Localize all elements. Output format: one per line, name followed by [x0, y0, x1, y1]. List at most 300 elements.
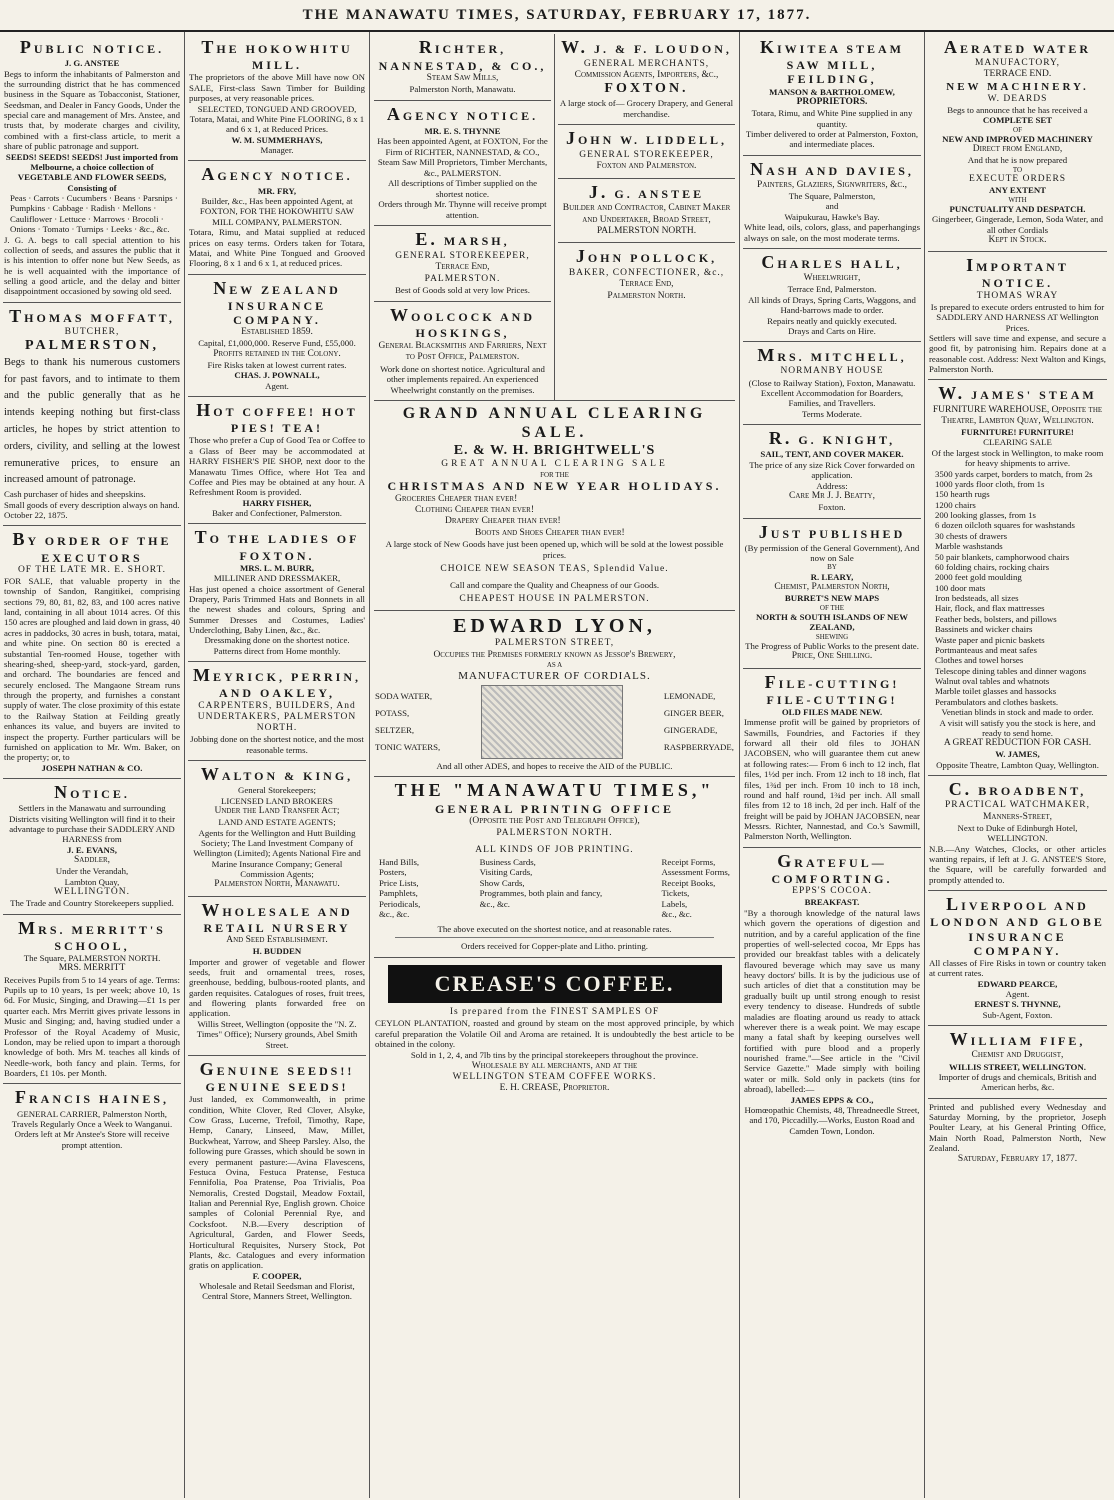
- ad-body: Just landed, ex Commonwealth, in prime condition, White Clover, Red Clover, Alsyke, Cow Grass, Lucerne, Trefoil, Timothy, Rape, Hemp, Canary, Linseed, Maw, Millet, Buckwheat, Yarrow, and Sheep Parsley. Also, the following pure Grasses, which should be sown in every permanent pasture:—Avina Flavescens, Festuca Ovina, Festuca Pratense, Festuca Fennifolia, Poa Pratense, Poa Trivialis, Poa Nemoralis, Crested Dogstail, Meadow Foxtail, Italian and Perennial Rye, English grown. Choice samples of Colonial Perennial Rye, and Cocksfoot. N.B.—Every description of Agricultural, Garden, and Flower Seeds, Horticultural Requisites, Nursery Stock, Pot Plants, &c. Catalogues and every information gratis on application.: [189, 1094, 365, 1271]
- job-item: Hand Bills,: [379, 856, 420, 867]
- ad-heading: GENUINE SEEDS!! GENUINE SEEDS!: [199, 1058, 355, 1095]
- ad-body: The Progress of Public Works to the present date.: [745, 640, 919, 651]
- ad-capital: Capital, £1,000,000. Reserve Fund, £55,000.: [198, 338, 356, 349]
- ad-works: WELLINGTON STEAM COFFEE WORKS.: [452, 1071, 657, 1082]
- ad-sub: PALMERSTON STREET,: [494, 638, 615, 649]
- ad-body: CEYLON PLANTATION, roasted and ground by steam on the most approved principle, by which careful preparation the Volatile Oil and Aroma are retained. It is undoubtedly the best article to be obtained in the colony.: [375, 1018, 734, 1050]
- ad-crease-coffee: [374, 958, 735, 1100]
- furniture-item: Hair, flock, and flax mattresses: [935, 603, 1045, 614]
- ad-broadbent: [928, 776, 1107, 891]
- ad-heading: WOOLCOCK AND HOSKINGS,: [389, 304, 535, 341]
- ad-line: Drays and Carts on Hire.: [788, 325, 876, 336]
- ad-heading: EDWARD LYON,: [453, 615, 656, 638]
- job-item: Assessment Forms,: [661, 867, 730, 878]
- ad-body: The proprietors of the above Mill have now ON SALE, First-class Sawn Timber for Building purposes, at very reasonable prices.: [189, 72, 365, 104]
- ad-sub: SAIL, TENT, AND COVER MAKER.: [760, 449, 904, 460]
- ad-name: E. & W. H. BRIGHTWELL'S: [453, 442, 656, 458]
- ad-heading: THE HOKOWHITU MILL.: [201, 37, 353, 73]
- ad-body: All kinds of Drays, Spring Carts, Waggons, and Hand-barrows made to order.: [748, 294, 916, 316]
- job-item: Business Cards,: [479, 856, 536, 867]
- ad-line: Drapery Cheaper than ever!: [445, 516, 561, 527]
- job-item: &c., &c.: [479, 898, 510, 909]
- ad-role: Agent.: [265, 380, 289, 391]
- ad-file-cutting: [743, 669, 921, 848]
- ad-sub: Builder and Contractor, Cabinet Maker and Undertaker, Broad Street, PALMERSTON NORTH.: [562, 203, 731, 237]
- ad-heading: J. G. ANSTEE: [588, 181, 705, 202]
- ad-sub: SELECTED, TONGUED AND GROOVED, Totara, Matai, and White Pine FLOORING, 8 x 1 and 6 x 1, at Reduced Prices.: [189, 103, 365, 135]
- furniture-item: 3500 yards carpet, borders to match, from 2s: [935, 468, 1093, 479]
- ad-role: Baker and Confectioner, Palmerston.: [212, 508, 342, 519]
- cordials-right: [664, 688, 734, 755]
- ad-body: Of the largest stock in Wellington, to make room for heavy shipments to arrive.: [931, 447, 1104, 469]
- ad-line: (Close to Railway Station), Foxton, Manawatu.: [748, 377, 916, 388]
- ad-heading: LIVERPOOL AND LONDON AND GLOBE INSURANCE COMPANY.: [930, 894, 1105, 958]
- ad-end: The Trade and Country Storekeepers supplied.: [10, 898, 174, 909]
- ad-body: A large stock of— Grocery Drapery, and General merchandise.: [559, 98, 734, 119]
- ad-line: Foxton.: [818, 502, 846, 513]
- ad-charles-hall: [743, 249, 921, 342]
- ad-sub: GENERAL STOREKEEPER,: [395, 251, 530, 262]
- ad-end: Willis Street, Wellington (opposite the "N. Z. Times" Office); Nursery grounds, Abel Smith Street.: [196, 1018, 358, 1050]
- ad-line: Terrace End,: [435, 262, 490, 273]
- ad-heading: W. J. & F. LOUDON,: [561, 37, 732, 57]
- ad-end: Orders left at Mr Anstee's Store will receive prompt attention.: [14, 1129, 170, 1150]
- ad-body: The price of any size Rick Cover forwarded on application.: [749, 459, 915, 481]
- ad-town: PALMERSTON,: [25, 338, 159, 354]
- furniture-item: Walnut oval tables and whatnots: [935, 676, 1050, 687]
- job-item: Programmes, both plain and fancy,: [479, 888, 603, 899]
- ad-sub: MILLINER AND DRESSMAKER,: [213, 573, 341, 584]
- job-item: Receipt Books,: [661, 877, 716, 888]
- ad-heading: FILE-CUTTING! FILE-CUTTING!: [764, 671, 900, 707]
- cordial-item: GINGERADE,: [663, 724, 718, 735]
- ad-prepared: Is prepared from the FINEST SAMPLES OF: [449, 1006, 660, 1017]
- ad-body: Importer and grower of vegetable and flower seeds, fruit and ornamental trees, roses, greenhouse, bedding, bulbous-rooted plants, and garden requisites. Catalogues of roses, fruit trees, and flowering plants forwarded free on application.: [189, 956, 365, 1019]
- ad-sub: Wheelwright,: [803, 273, 861, 284]
- ad-heading: RICHTER, NANNESTAD, & CO.,: [378, 37, 547, 73]
- ad-heading: NOTICE.: [54, 782, 130, 803]
- ad-sub: (By permission of the General Government), And now on Sale: [744, 542, 920, 564]
- ad-liverpool-insurance: [928, 891, 1107, 1026]
- ad-line: and: [825, 201, 839, 212]
- ad-line: Address:: [816, 480, 848, 491]
- imprint: [928, 1099, 1107, 1170]
- ad-body: Receives Pupils from 5 to 14 years of age. Terms: Pupils up to 10 years, 1s per week; above 10, 1s 6d. For Music, Singing, and Drawing—£1 1s per quarter each. Mrs Merritt gives private lessons in Music and Singing; and, having studied under a Professor of the Royal Academy of Music, London, may be relied upon to impart a thorough knowledge of both. Mrs M. teaches all kinds of Needle-work, both fancy and plain. Terms, for Boarders, £1 10s. per Month.: [4, 974, 180, 1079]
- ad-role: Sub-Agent, Foxton.: [982, 1009, 1053, 1020]
- ad-sub: GENERAL MERCHANTS,: [583, 58, 710, 69]
- ad-sub: PRACTICAL WATCHMAKER,: [944, 800, 1091, 811]
- ad-body: Settlers in the Manawatu and surrounding Districts visiting Wellington will find it to their advantage to purchase their SADDLERY AND HARNESS from: [8, 803, 176, 845]
- ad-smallgoods: Small goods of every description always on hand.: [4, 499, 180, 510]
- furniture-item: Bassinets and wicker chairs: [935, 624, 1033, 635]
- ad-town: FOXTON.: [604, 81, 689, 97]
- ad-name: R. LEARY,: [810, 571, 854, 582]
- center-top: [374, 34, 735, 400]
- seed-list: Peas · Carrots · Cucumbers · Beans · Parsnips · Pumpkins · Cabbage · Radish · Mellons · Cauliflower · Lettuce · Marrows · Brocoli · Onions · Tomato · Turnips · Leeks · &c., &c.: [10, 193, 178, 235]
- ad-heading: CHARLES HALL,: [761, 251, 903, 272]
- ad-sub: GENERAL PRINTING OFFICE: [434, 801, 675, 816]
- ad-sub: CARPENTERS, BUILDERS, And UNDERTAKERS, PALMERSTON NORTH.: [197, 700, 357, 734]
- ad-end: And all other ADES, and hopes to receive the AID of the PUBLIC.: [436, 760, 673, 771]
- ad-role: PROPRIETORS.: [796, 96, 868, 107]
- ad-name: HARRY FISHER,: [242, 497, 312, 508]
- ad-liddell: [558, 125, 735, 178]
- ad-line: COMPLETE SET: [982, 115, 1053, 126]
- machinery-illustration: [481, 685, 623, 759]
- ad-line: Under the Verandah,: [55, 866, 129, 877]
- ad-line: Lambton Quay,: [64, 876, 120, 887]
- ad-wholesale: Wholesale by all merchants, and at the: [471, 1060, 638, 1071]
- job-item: Price Lists,: [379, 877, 419, 888]
- divider: [395, 937, 714, 938]
- ad-body: Occupies the Premises formerly known as Jessop's Brewery,: [433, 649, 676, 660]
- ad-line: WELLINGTON.: [54, 887, 130, 898]
- ad-cash: Cash purchaser of hides and sheepskins.: [4, 489, 146, 500]
- cordial-item: GINGER BEER,: [663, 708, 724, 719]
- ad-line: Next to Duke of Edinburgh Hotel, WELLINGTON.: [957, 822, 1078, 844]
- ad-sub: GREAT ANNUAL CLEARING SALE: [441, 459, 668, 470]
- ad-holidays: CHRISTMAS AND NEW YEAR HOLIDAYS.: [387, 479, 722, 494]
- job-list-2: [480, 857, 603, 920]
- furniture-item: Iron bedsteads, all sizes: [935, 593, 1019, 604]
- ad-line: Care Mr J. J. Beatty,: [789, 490, 875, 501]
- ad-heading: NEW ZEALAND INSURANCE COMPANY.: [213, 277, 341, 328]
- ad-body: Jobbing done on the shortest notice, and the most reasonable terms.: [190, 734, 364, 755]
- ad-heading: AGENCY NOTICE.: [201, 164, 353, 185]
- ad-compare: Call and compare the Quality and Cheapness of our Goods.: [449, 579, 660, 590]
- ad-line: The Square, Palmerston,: [788, 191, 876, 202]
- ad-role: Manager.: [260, 145, 294, 156]
- furniture-item: 30 chests of drawers: [935, 530, 1008, 541]
- ad-line: Commission Agents, Importers, &c.,: [574, 69, 719, 80]
- ad-line: Direct from England,: [972, 144, 1063, 155]
- ad-established: Established 1859.: [241, 327, 313, 338]
- ad-heading: THOMAS MOFFATT,: [9, 305, 175, 326]
- imprint-date: Saturday, February 17, 1877.: [957, 1153, 1078, 1164]
- ad-brightwell: [374, 400, 735, 611]
- furniture-item: 2000 feet gold moulding: [935, 572, 1022, 583]
- ad-body: Begs to inform the inhabitants of Palmerston and the surrounding district that he has commenced business in the Square as Tobacconist, Stationer, Seedsman, and Dealer in Fancy Goods, Under the special care and management of Mrs. Anstee, and trusts that, by moderate charges and civility, combined with a first-class article, to merit a share of public patronage and support.: [4, 68, 180, 152]
- ad-name: J. G. ANSTEE: [64, 58, 120, 69]
- masthead: THE MANAWATU TIMES, SATURDAY, FEBRUARY 17, 1877.: [0, 0, 1114, 32]
- ad-line: A GREAT REDUCTION FOR CASH.: [943, 738, 1092, 749]
- ad-name: W. DEARDS: [987, 93, 1048, 104]
- ad-heading: PUBLIC NOTICE.: [19, 37, 165, 57]
- ad-body: Those who prefer a Cup of Good Tea or Coffee to a Glass of Beer may be accommodated at HARRY FISHER'S PIE SHOP, next door to the Manawatu Times Office, where Hot Tea and Coffee and Pies may be obtained at any hour. A Refreshment Room is provided.: [189, 435, 365, 498]
- job-item: &c., &c.: [661, 909, 692, 920]
- ad-end: CHEAPEST HOUSE IN PALMERSTON.: [459, 594, 650, 605]
- ad-line: Boots and Shoes Cheaper than ever!: [475, 527, 625, 538]
- ad-name: ERNEST S. THYNNE,: [974, 999, 1061, 1010]
- ad-end: Best of Goods sold at very low Prices.: [395, 285, 530, 296]
- ad-heading: MRS. MERRITT'S SCHOOL,: [18, 917, 166, 953]
- ad-fife: [928, 1026, 1107, 1099]
- imprint-text: Printed and published every Wednesday and Saturday Morning, by the proprietor, Joseph Poulter Leary, at his General Printing Office, Main North Road, Palmerston North, New Zealand.: [929, 1101, 1106, 1154]
- ad-name: MR. E. S. THYNNE: [424, 125, 501, 136]
- job-item: Tickets,: [661, 888, 690, 899]
- ad-body: Totara, Rimu, and Matai supplied at reduced prices on easy terms. Orders taken for Totara, Matai, and White Pine Tongued and Grooved Flooring, 8 x 1 and 6 x 1, at reduced prices.: [189, 227, 365, 269]
- ad-body: All classes of Fire Risks in town or country taken at current rates.: [929, 957, 1106, 979]
- ad-ladies-foxton: [188, 524, 366, 662]
- job-types: [375, 857, 734, 920]
- ad-body: Fire Risks taken at lowest current rates.: [207, 359, 347, 370]
- ad-heading: HOT COFFEE! HOT PIES! TEA!: [196, 400, 358, 436]
- ad-sub: OLD FILES MADE NEW.: [781, 706, 883, 717]
- ad-pollock: [558, 243, 735, 307]
- crease-coffee-logo: CREASE'S COFFEE.: [388, 965, 722, 1003]
- ad-body: Is prepared to execute orders entrusted to him for SADDLERY AND HARNESS AT Wellington Prices.: [930, 301, 1105, 333]
- ad-line: Patterns direct from Home monthly.: [213, 645, 341, 656]
- cordials-left: [375, 688, 440, 755]
- ad-haines: [3, 1084, 181, 1155]
- ad-body: Has been appointed Agent, at FOXTON, For the Firm of RICHTER, NANNESTAD, & CO., Steam Saw Mill Proprietors, Timber Merchants, &c., PALMERSTON.: [377, 136, 548, 178]
- ad-sold: Sold in 1, 2, 4, and 7lb tins by the principal storekeepers throughout the province.: [410, 1049, 699, 1060]
- furniture-item: Marble washstands: [935, 541, 1003, 552]
- ad-james-furniture: [928, 380, 1107, 776]
- ad-nursery: [188, 897, 366, 1056]
- job-list-3: [662, 857, 730, 920]
- furniture-item: Feather beds, bolsters, and pillows: [935, 613, 1057, 624]
- ad-heading: MRS. MITCHELL,: [757, 345, 907, 366]
- ad-line: Orders through Mr. Thynne will receive prompt attention.: [378, 199, 547, 220]
- column-1: [0, 32, 185, 1498]
- ad-notice-evans: [3, 779, 181, 915]
- furniture-item: 50 pair blankets, camphorwood chairs: [935, 551, 1070, 562]
- ad-merritt-school: [3, 915, 181, 1085]
- ad-price: Price, One Shilling.: [791, 651, 873, 662]
- ad-epps-cocoa: [743, 848, 921, 1141]
- ad-body: A large stock of New Goods have just been opened up, which will be sold at the lowest possible prices.: [385, 539, 724, 560]
- ad-sub: General Blacksmiths and Farriers, Next to Post Office, Palmerston.: [378, 340, 547, 363]
- ad-machinery: NEW MACHINERY.: [946, 80, 1089, 93]
- ad-sub: GENERAL STOREKEEPER,: [579, 149, 714, 160]
- ad-body: Begs to announce that he has received a: [947, 104, 1088, 115]
- ad-line: Venetian blinds in stock and made to order.: [941, 707, 1094, 718]
- ad-line: Kept in Stock.: [988, 234, 1047, 245]
- ad-opposite: (Opposite the Post and Telegraph Office),: [469, 816, 640, 827]
- ad-clearing: CLEARING SALE: [983, 437, 1052, 448]
- job-list-1: [379, 857, 420, 920]
- job-item: &c., &c.: [379, 909, 410, 920]
- ad-body: Importer of drugs and chemicals, British and American herbs, &c.: [938, 1071, 1097, 1093]
- ad-body: Work done on shortest notice. Agricultural and other implements repaired. An experienced Wheelwright constantly on the premises.: [380, 363, 545, 395]
- ad-heading: WILLIAM FIFE,: [949, 1029, 1086, 1050]
- ad-walton-king: [188, 761, 366, 897]
- ad-copperplate: Orders received for Copper-plate and Litho. printing.: [461, 941, 648, 952]
- ad-line: LAND AND ESTATE AGENTS;: [218, 817, 336, 828]
- ad-line: Dressmaking done on the shortest notice.: [204, 635, 350, 646]
- ad-body: Immense profit will be gained by proprietors of Sawmills, Foundries, and Factories if they forward all their old files to JOHAN JACOBSEN, who will guarantee them cut anew at following rates:— From 6 inch to 12 inch, flat files, 1½d per inch. From 12 inch to 18 inch, flat files, 1¾d per inch. From 10 inch to 18 inch, round and half round, 1¾d per inch. All small files from 12 to 18 inch, 2d per inch. Half of the freight will be paid by JOHAN JACOBSEN, near Messrs. Richter, Nannestad, and Co.'s Sawmill, Palmerston North, Wellington.: [744, 717, 920, 842]
- ad-name: JOSEPH NATHAN & CO.: [41, 762, 143, 773]
- ad-richter: [374, 34, 551, 101]
- ad-body: Agents for the Wellington and Hutt Building Society; The Land Investment Company of Wellington (Limited); Agents National Fire and Marine Insurance Company; General Commission Agents;: [193, 827, 361, 880]
- ad-name: MRS. L. M. BURR,: [239, 562, 315, 573]
- furniture-item: 200 looking glasses, from 1s: [935, 510, 1036, 521]
- ad-name: MRS. MERRITT: [58, 963, 126, 974]
- ad-of: OF: [1013, 125, 1022, 134]
- ad-line: NEW AND IMPROVED MACHINERY: [942, 133, 1093, 144]
- ad-name: CHAS. J. POWNALL,: [234, 370, 320, 381]
- ad-body-end: J. G. A. begs to call special attention to his collection of seeds, and assures the public that it is his intention to offer none but New Seeds, as he is well acquainted with the importance of selling a good article, and the delay and bitter disappointment occasioned by sowing old seed.: [4, 234, 180, 297]
- ad-date: October 22, 1875.: [4, 509, 68, 520]
- ad-heading: E. MARSH,: [415, 229, 510, 250]
- ad-end: Settlers will save time and expense, and secure a good fit, by patronising him. Repairs done at a reasonable cost. Address: Next Walton and Kings, Palmerston North.: [929, 332, 1106, 375]
- center-top-right: [555, 34, 735, 400]
- ad-hokowhitu-mill: [188, 34, 366, 161]
- ad-line: EXECUTE ORDERS: [968, 174, 1067, 185]
- ad-heading: GRATEFUL—COMFORTING.: [771, 850, 893, 887]
- ad-printing-office: [374, 777, 735, 958]
- ad-heading: TO THE LADIES OF FOXTON.: [194, 527, 360, 563]
- ad-role: Agent.: [1005, 988, 1030, 999]
- ad-genuine-seeds: [188, 1056, 366, 1307]
- ad-proprietor: E. H. CREASE, Proprietor.: [499, 1083, 610, 1094]
- ad-name: W. JAMES,: [995, 749, 1040, 760]
- ad-line: General Storekeepers;: [238, 785, 316, 796]
- ad-sub: Builder, &c., Has been appointed Agent, at FOXTON, FOR THE HOKOWHITU SAW MILL COMPANY, PALMERSTON.: [199, 196, 355, 227]
- cordial-item: POTASS,: [375, 708, 410, 719]
- ad-line: Repairs neatly and quickly executed.: [767, 315, 897, 326]
- ad-body: Excellent Accommodation for Boarders, Families, and Travellers.: [760, 388, 904, 409]
- ad-important-notice: [928, 252, 1107, 380]
- furniture-item: 1200 chairs: [935, 499, 976, 510]
- ad-role: Wholesale and Retail Seedsman and Florist, Central Store, Manners Street, Wellington.: [199, 1281, 355, 1302]
- ad-name: J. E. EVANS,: [67, 844, 117, 855]
- ad-name: MR. FRY,: [257, 185, 297, 196]
- cordial-item: RASPBERRYADE,: [663, 741, 734, 752]
- ad-seeds: SEEDS! SEEDS! SEEDS! Just imported from Melbourne, a choice collection of VEGETABLE AND FLOWER SEEDS, Consisting of: [5, 151, 179, 193]
- ad-sub: BAKER, CONFECTIONER, &c.,: [568, 268, 725, 278]
- furniture-item: Portmanteaus and meat safes: [935, 644, 1037, 655]
- ad-line: Gingerbeer, Gingerade, Lemon, Soda Water, and all other Cordials: [931, 214, 1104, 235]
- ad-heading: W. JAMES' STEAM: [938, 383, 1097, 404]
- ad-sub: And Seed Establishment.: [226, 935, 328, 946]
- ad-sub: Chemist and Druggist,: [971, 1050, 1064, 1061]
- ad-line: Waipukurau, Hawke's Bay.: [784, 211, 880, 222]
- ad-sub: EPPS'S COCOA.: [792, 886, 872, 897]
- ad-body: FOR SALE, that valuable property in the township of Sandon, Rangitikei, comprising sections 79, 80, 81, 82, 83, and 100 acres native land, containing in all about 1014 acres. Of this 150 acres are ploughed and laid down in grass, 40 acres in paddocks, 30 acres in bush, totara, matai, and white pine. On section 80 is erected a substantial Ten-roomed House, together with shearing-shed, sheep-yard, stock-yard, garden, and orchard. The boundaries are fenced and securely enclosed. The Mangaone Stream runs through the property, and furnishes a constant supply of water. The close proximity of this estate to the Railway Station at Feilding greatly enhances its value, and buyers are invited to inspect the property. Further particulars will be furnished on application to Mr. Wm. Baker, on the property; or, to: [4, 575, 180, 763]
- job-item: Show Cards,: [479, 877, 525, 888]
- ad-of: OF THE: [819, 603, 845, 612]
- ad-heading: WALTON & KING,: [200, 763, 354, 784]
- ad-line: And that he is now prepared: [967, 155, 1068, 166]
- ad-role: Opposite Theatre, Lambton Quay, Wellington.: [936, 759, 1099, 770]
- ad-heading: FRANCIS HAINES,: [14, 1087, 170, 1108]
- ad-trade: BUTCHER,: [64, 327, 120, 338]
- ad-heading: AGENCY NOTICE.: [386, 103, 539, 124]
- ad-sub: The Square, PALMERSTON NORTH.: [23, 953, 161, 964]
- cordial-item: LEMONADE,: [663, 691, 716, 702]
- furniture-item: Waste paper and picnic baskets: [935, 634, 1045, 645]
- ad-role: Homœopathic Chemists, 48, Threadneedle Street, and 170, Piccadilly.—Works, Euston Road and Camden Town, London.: [744, 1104, 920, 1136]
- ad-sub: Steam Saw Mills,: [426, 72, 499, 83]
- column-2: [185, 32, 370, 1498]
- furniture-item: Perambulators and clothes baskets.: [935, 696, 1059, 707]
- ad-body: N.B.—Any Watches, Clocks, or other articles wanting repairs, if left at J. G. ANSTEE'S Store, the Square, will be carefully forwarded and promptly attended to.: [929, 843, 1106, 885]
- ad-heading: THE "MANAWATU TIMES,": [394, 780, 715, 801]
- ad-agency-thynne: [374, 101, 551, 227]
- ad-name: F. COOPER,: [252, 1270, 302, 1281]
- column-5: [740, 32, 925, 1498]
- job-item: Receipt Forms,: [661, 856, 716, 867]
- ad-heading: IMPORTANT NOTICE.: [966, 255, 1069, 291]
- ad-hot-coffee: [188, 397, 366, 524]
- ad-line: Saddler,: [73, 855, 111, 866]
- ad-teas: CHOICE NEW SEASON TEAS, Splendid Value.: [440, 564, 669, 575]
- ad-body: "By a thorough knowledge of the natural laws which govern the operations of digestion and nutrition, and by a careful application of the fine properties of well-selected cocoa, Mr Epps has provided our breakfast tables with a delicately flavoured beverage which may save us many heavy doctors' bills. It is by the judicious use of such articles of diet that a constitution may be gradually built up until strong enough to resist every tendency to disease. Hundreds of subtle maladies are floating around us ready to attack wherever there is a weak point. We may escape many a fatal shaft by keeping ourselves well fortified with pure blood and a properly nourished frame."—See article in the "Civil Service Gazette." Made simply with boiling water or milk. Sold only in packets (tins for abroad), labelled:—: [744, 907, 920, 1095]
- ad-name: JAMES EPPS & CO.,: [790, 1094, 874, 1105]
- ad-as-a: AS A: [546, 661, 563, 670]
- ad-sub: Painters, Glaziers, Signwriters, &c.,: [757, 179, 907, 190]
- ad-line: All descriptions of Timber supplied on the shortest notice.: [387, 178, 538, 199]
- ad-body: White lead, oils, colors, glass, and paperhangings always on sale, on the most moderate terms.: [744, 222, 920, 243]
- furniture-item: Marble toilet glasses and hassocks: [935, 686, 1057, 697]
- ad-aerated-water: [928, 34, 1107, 252]
- ad-body: Begs to thank his numerous customers for past favors, and to intimate to them and the public generally that as he intends keeping nothing but first-class articles, he hopes by strict attention to orders, civility, and selling at the lowest remunerative prices, to ensure an increased amount of patronage.: [4, 356, 180, 486]
- furniture-item: 150 hearth rugs: [935, 489, 990, 500]
- ad-marsh: [374, 226, 551, 301]
- ad-executors: [3, 526, 181, 779]
- ad-heading: BY ORDER OF THE EXECUTORS: [12, 529, 172, 565]
- ad-end: The above executed on the shortest notice, and at reasonable rates.: [437, 923, 672, 934]
- ad-line: LICENSED LAND BROKERS: [221, 795, 333, 806]
- ad-body: Totara, Rimu, and White Pine supplied in any quantity.: [751, 108, 913, 129]
- furniture-item: 6 dozen oilcloth squares for washstands: [935, 520, 1075, 531]
- ad-sub: GENERAL CARRIER, Palmerston North, Travels Regularly Once a Week to Wanganui.: [11, 1108, 173, 1129]
- ad-profits: Profits retained in the Colony.: [213, 348, 341, 359]
- ad-name: THOMAS WRAY: [976, 290, 1059, 301]
- job-item: Posters,: [379, 867, 407, 878]
- ad-end: Terms Moderate.: [802, 408, 862, 419]
- columns: [0, 32, 1114, 1498]
- cordial-item: SELTZER,: [375, 724, 415, 735]
- ad-for: FOR THE: [540, 470, 569, 479]
- furniture-item: Clothes and towel horses: [935, 655, 1024, 666]
- job-item: Periodicals,: [379, 898, 421, 909]
- ad-mrs-mitchell: [743, 342, 921, 425]
- ad-public-notice: [3, 34, 181, 303]
- ad-heading: R. G. KNIGHT,: [768, 428, 896, 449]
- ad-name: H. BUDDEN: [252, 946, 302, 957]
- ad-line: Terrace End,: [619, 279, 674, 290]
- furniture-item: Telescope dining tables and dinner wagons: [935, 665, 1087, 676]
- ad-meyrick-perrin: [188, 662, 366, 761]
- ad-edward-lyon: [374, 611, 735, 777]
- ad-line: Chemist, Palmerston North,: [774, 582, 890, 593]
- furniture-item: 1000 yards floor cloth, from 1s: [935, 478, 1045, 489]
- ad-anstee-builder: [558, 179, 735, 244]
- ad-sub: FURNITURE WAREHOUSE, Opposite the Theatre, Lambton Quay, Wellington.: [932, 404, 1103, 426]
- ad-agency-fry: [188, 161, 366, 274]
- cordial-item: TONIC WATERS,: [375, 741, 441, 752]
- ad-line: Groceries Cheaper than ever!: [395, 493, 518, 504]
- ad-islands: NORTH & SOUTH ISLANDS OF NEW ZEALAND,: [755, 611, 909, 633]
- ad-line: ANY EXTENT: [988, 185, 1047, 196]
- ad-loudon: [558, 34, 735, 125]
- ad-furniture: FURNITURE! FURNITURE!: [961, 427, 1074, 438]
- ad-nash-davies: [743, 156, 921, 249]
- ad-line: A visit will satisfy you the stock is here, and ready to send home.: [939, 717, 1096, 738]
- ad-sub: OF THE LATE MR. E. SHORT.: [17, 564, 167, 575]
- ad-heading: C. BROADBENT,: [948, 779, 1087, 800]
- ad-sub: MANUFACTORY,: [974, 58, 1061, 69]
- ad-name: W. M. SUMMERHAYS,: [231, 134, 323, 145]
- ad-line: Manners-Street,: [982, 811, 1053, 822]
- ad-end: Foxton and Palmerston.: [596, 161, 697, 172]
- ad-heading: AERATED WATER: [943, 37, 1092, 57]
- ad-end: Palmerston North.: [607, 290, 686, 301]
- ad-line: PALMERSTON.: [424, 273, 501, 284]
